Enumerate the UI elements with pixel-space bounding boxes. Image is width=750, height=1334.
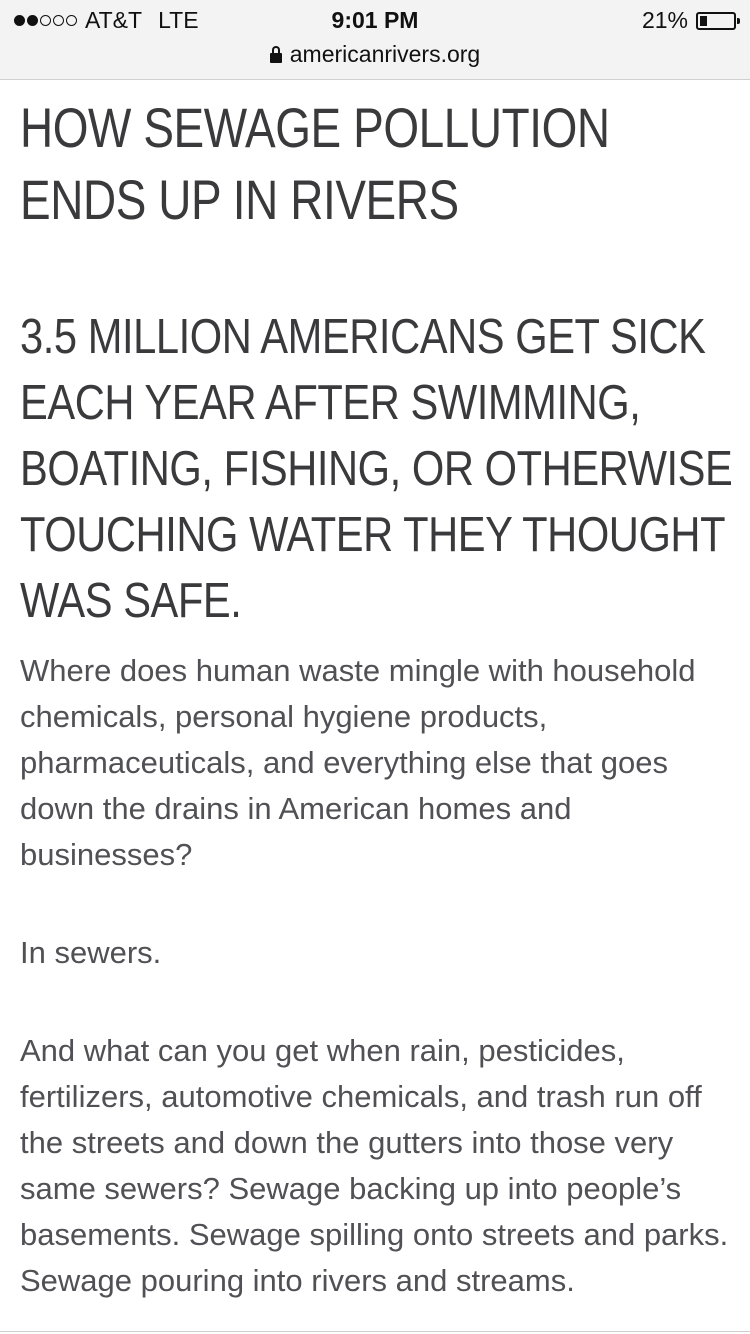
- page-title: HOW SEWAGE POLLUTION ENDS UP IN RIVERS: [20, 96, 610, 231]
- network-type: LTE: [158, 7, 199, 33]
- status-bar: [0, 0, 750, 40]
- battery-percent: 21%: [641, 7, 688, 33]
- battery-icon: [696, 12, 736, 30]
- clock: 9:01 PM: [331, 7, 419, 33]
- divider: [0, 1331, 750, 1332]
- article-subtitle: 3.5 MILLION AMERICANS GET SICK EACH YEAR AFTER SWIMMING, BOATING, FISHING, OR OTHERWISE TOUCHING WATER THEY THOUGHT WAS SAFE.: [20, 310, 733, 628]
- article-paragraph: Where does human waste mingle with household chemicals, personal hygiene products, pharmaceuticals, and everything else that goes down the drains in American homes and businesses?: [20, 653, 696, 872]
- battery-level: [700, 16, 707, 26]
- url-domain[interactable]: americanrivers.org: [289, 41, 481, 67]
- lock-icon: [270, 46, 282, 64]
- address-bar[interactable]: [0, 40, 750, 80]
- status-right: [642, 7, 736, 34]
- carrier-name: AT&T: [85, 7, 143, 33]
- article-paragraph: In sewers.: [20, 935, 162, 970]
- article-paragraph: And what can you get when rain, pesticides, fertilizers, automotive chemicals, and trash run off the streets and down the gutters into those very same sewers? Sewage backing up into people’s basements. Sewage spilling onto streets and parks. Sewage pouring into rivers and streams.: [20, 1033, 729, 1298]
- article-content: [20, 80, 735, 1304]
